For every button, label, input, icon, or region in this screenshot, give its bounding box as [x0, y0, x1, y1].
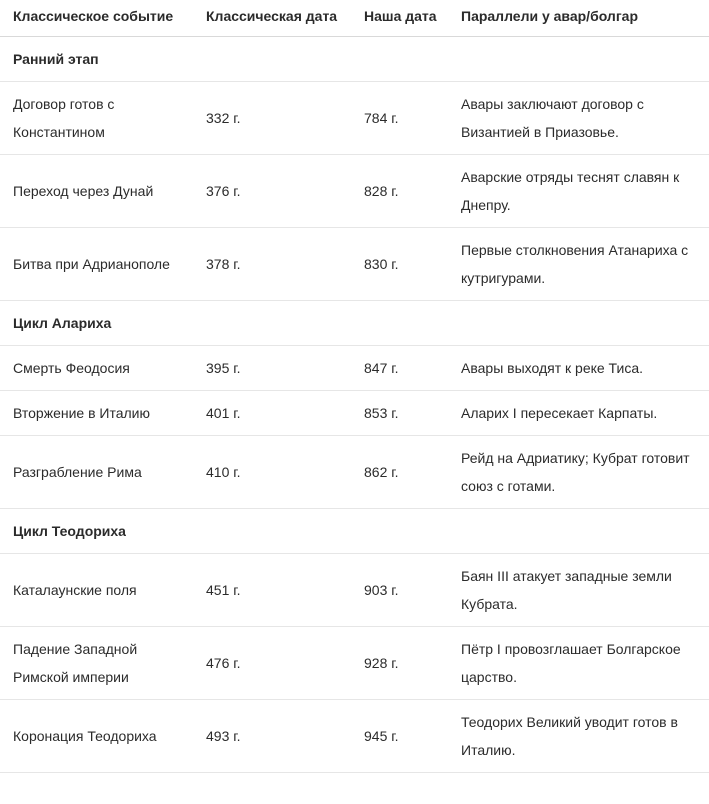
cell-parallel: Аларих I пересекает Карпаты.: [448, 391, 709, 436]
cell-parallel: Пётр I провозглашает Болгарское царство.: [448, 627, 709, 700]
header-row: [0, 0, 709, 37]
cell-our-date: 847 г.: [351, 346, 448, 391]
cell-parallel: Авары заключают договор с Византией в Приазовье.: [448, 82, 709, 155]
cell-parallel: Рейд на Адриатику; Кубрат готовит союз с готами.: [448, 436, 709, 509]
section-title: Цикл Теодориха: [0, 509, 709, 554]
cell-parallel: Теодорих Великий уводит готов в Италию.: [448, 700, 709, 773]
cell-parallel: Первые столкновения Атанариха с кутригурами.: [448, 228, 709, 301]
cell-classic-event: Переход через Дунай: [0, 155, 193, 228]
cell-classic-date: 401 г.: [193, 391, 351, 436]
cell-classic-event: Смерть Феодосия: [0, 346, 193, 391]
header-classic-event: Классическое событие: [0, 0, 193, 37]
cell-parallel: Авары выходят к реке Тиса.: [448, 346, 709, 391]
cell-our-date: 784 г.: [351, 82, 448, 155]
table-row: [0, 436, 709, 509]
table-row: [0, 700, 709, 773]
cell-our-date: 928 г.: [351, 627, 448, 700]
header-classic-date: Классическая дата: [193, 0, 351, 37]
table-row: [0, 554, 709, 627]
cell-our-date: 853 г.: [351, 391, 448, 436]
section-title: Цикл Алариха: [0, 301, 709, 346]
cell-classic-event: Каталаунские поля: [0, 554, 193, 627]
table-row: [0, 391, 709, 436]
cell-classic-date: 493 г.: [193, 700, 351, 773]
table-row: [0, 155, 709, 228]
cell-classic-date: 376 г.: [193, 155, 351, 228]
table-row: [0, 346, 709, 391]
cell-classic-event: Вторжение в Италию: [0, 391, 193, 436]
cell-our-date: 828 г.: [351, 155, 448, 228]
table-row: [0, 228, 709, 301]
cell-our-date: 903 г.: [351, 554, 448, 627]
cell-classic-date: 378 г.: [193, 228, 351, 301]
table-row: [0, 82, 709, 155]
section-row: [0, 37, 709, 82]
cell-classic-event: Битва при Адрианополе: [0, 228, 193, 301]
table-row: [0, 627, 709, 700]
cell-our-date: 830 г.: [351, 228, 448, 301]
cell-classic-event: Падение Западной Римской империи: [0, 627, 193, 700]
cell-classic-date: 451 г.: [193, 554, 351, 627]
section-row: [0, 509, 709, 554]
section-title: Ранний этап: [0, 37, 709, 82]
table-body: [0, 37, 709, 773]
cell-parallel: Аварские отряды теснят славян к Днепру.: [448, 155, 709, 228]
cell-our-date: 862 г.: [351, 436, 448, 509]
cell-parallel: Баян III атакует западные земли Кубрата.: [448, 554, 709, 627]
cell-classic-date: 332 г.: [193, 82, 351, 155]
header-our-date: Наша дата: [351, 0, 448, 37]
cell-classic-date: 395 г.: [193, 346, 351, 391]
header-parallels: Параллели у авар/болгар: [448, 0, 709, 37]
cell-our-date: 945 г.: [351, 700, 448, 773]
cell-classic-date: 410 г.: [193, 436, 351, 509]
cell-classic-event: Разграбление Рима: [0, 436, 193, 509]
cell-classic-date: 476 г.: [193, 627, 351, 700]
cell-classic-event: Договор готов с Константином: [0, 82, 193, 155]
cell-classic-event: Коронация Теодориха: [0, 700, 193, 773]
section-row: [0, 301, 709, 346]
